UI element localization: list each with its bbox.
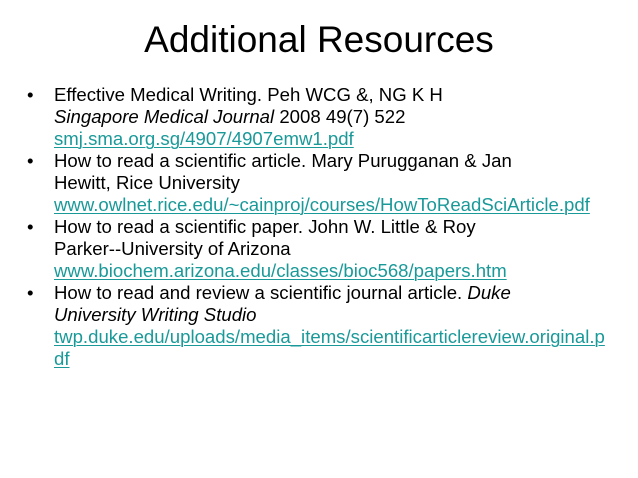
bullet-icon: • <box>27 282 34 303</box>
bullet-icon: • <box>27 150 34 171</box>
list-item <box>0 84 638 150</box>
resource-link[interactable]: www.biochem.arizona.edu/classes/bioc568/papers.htm <box>54 260 507 281</box>
list-item <box>0 150 638 216</box>
resource-link[interactable]: smj.sma.org.sg/4907/4907emw1.pdf <box>54 128 354 149</box>
bullet-icon: • <box>27 216 34 237</box>
resource-link[interactable]: www.owlnet.rice.edu/~cainproj/courses/HowToReadSciArticle.pdf <box>54 194 590 215</box>
list-item <box>0 216 638 282</box>
resource-link[interactable]: twp.duke.edu/uploads/media_items/scientificarticlereview.original.pdf <box>54 326 605 369</box>
bullet-icon: • <box>27 84 34 105</box>
resource-title: How to read a scientific paper. John W. Little & Roy <box>54 216 476 237</box>
list-item <box>0 282 638 370</box>
resource-source-italic: Duke <box>467 282 511 303</box>
resource-title: How to read a scientific article. Mary Purugganan & Jan <box>54 150 512 171</box>
resource-source-cont: University Writing Studio <box>54 304 257 325</box>
resource-authors: Hewitt, Rice University <box>54 172 240 193</box>
journal-name: Singapore Medical Journal <box>54 106 275 127</box>
resource-title-text: How to read and review a scientific journal article. <box>54 282 468 303</box>
resource-source <box>54 304 608 326</box>
resource-authors: Parker--University of Arizona <box>54 238 291 259</box>
resource-title <box>54 282 608 304</box>
resource-source <box>54 106 608 128</box>
resource-title: Effective Medical Writing. Peh WCG &, NG K H <box>54 84 443 105</box>
resource-list <box>0 84 638 370</box>
slide-title: Additional Resources <box>144 19 494 60</box>
journal-details: 2008 49(7) 522 <box>274 106 406 127</box>
